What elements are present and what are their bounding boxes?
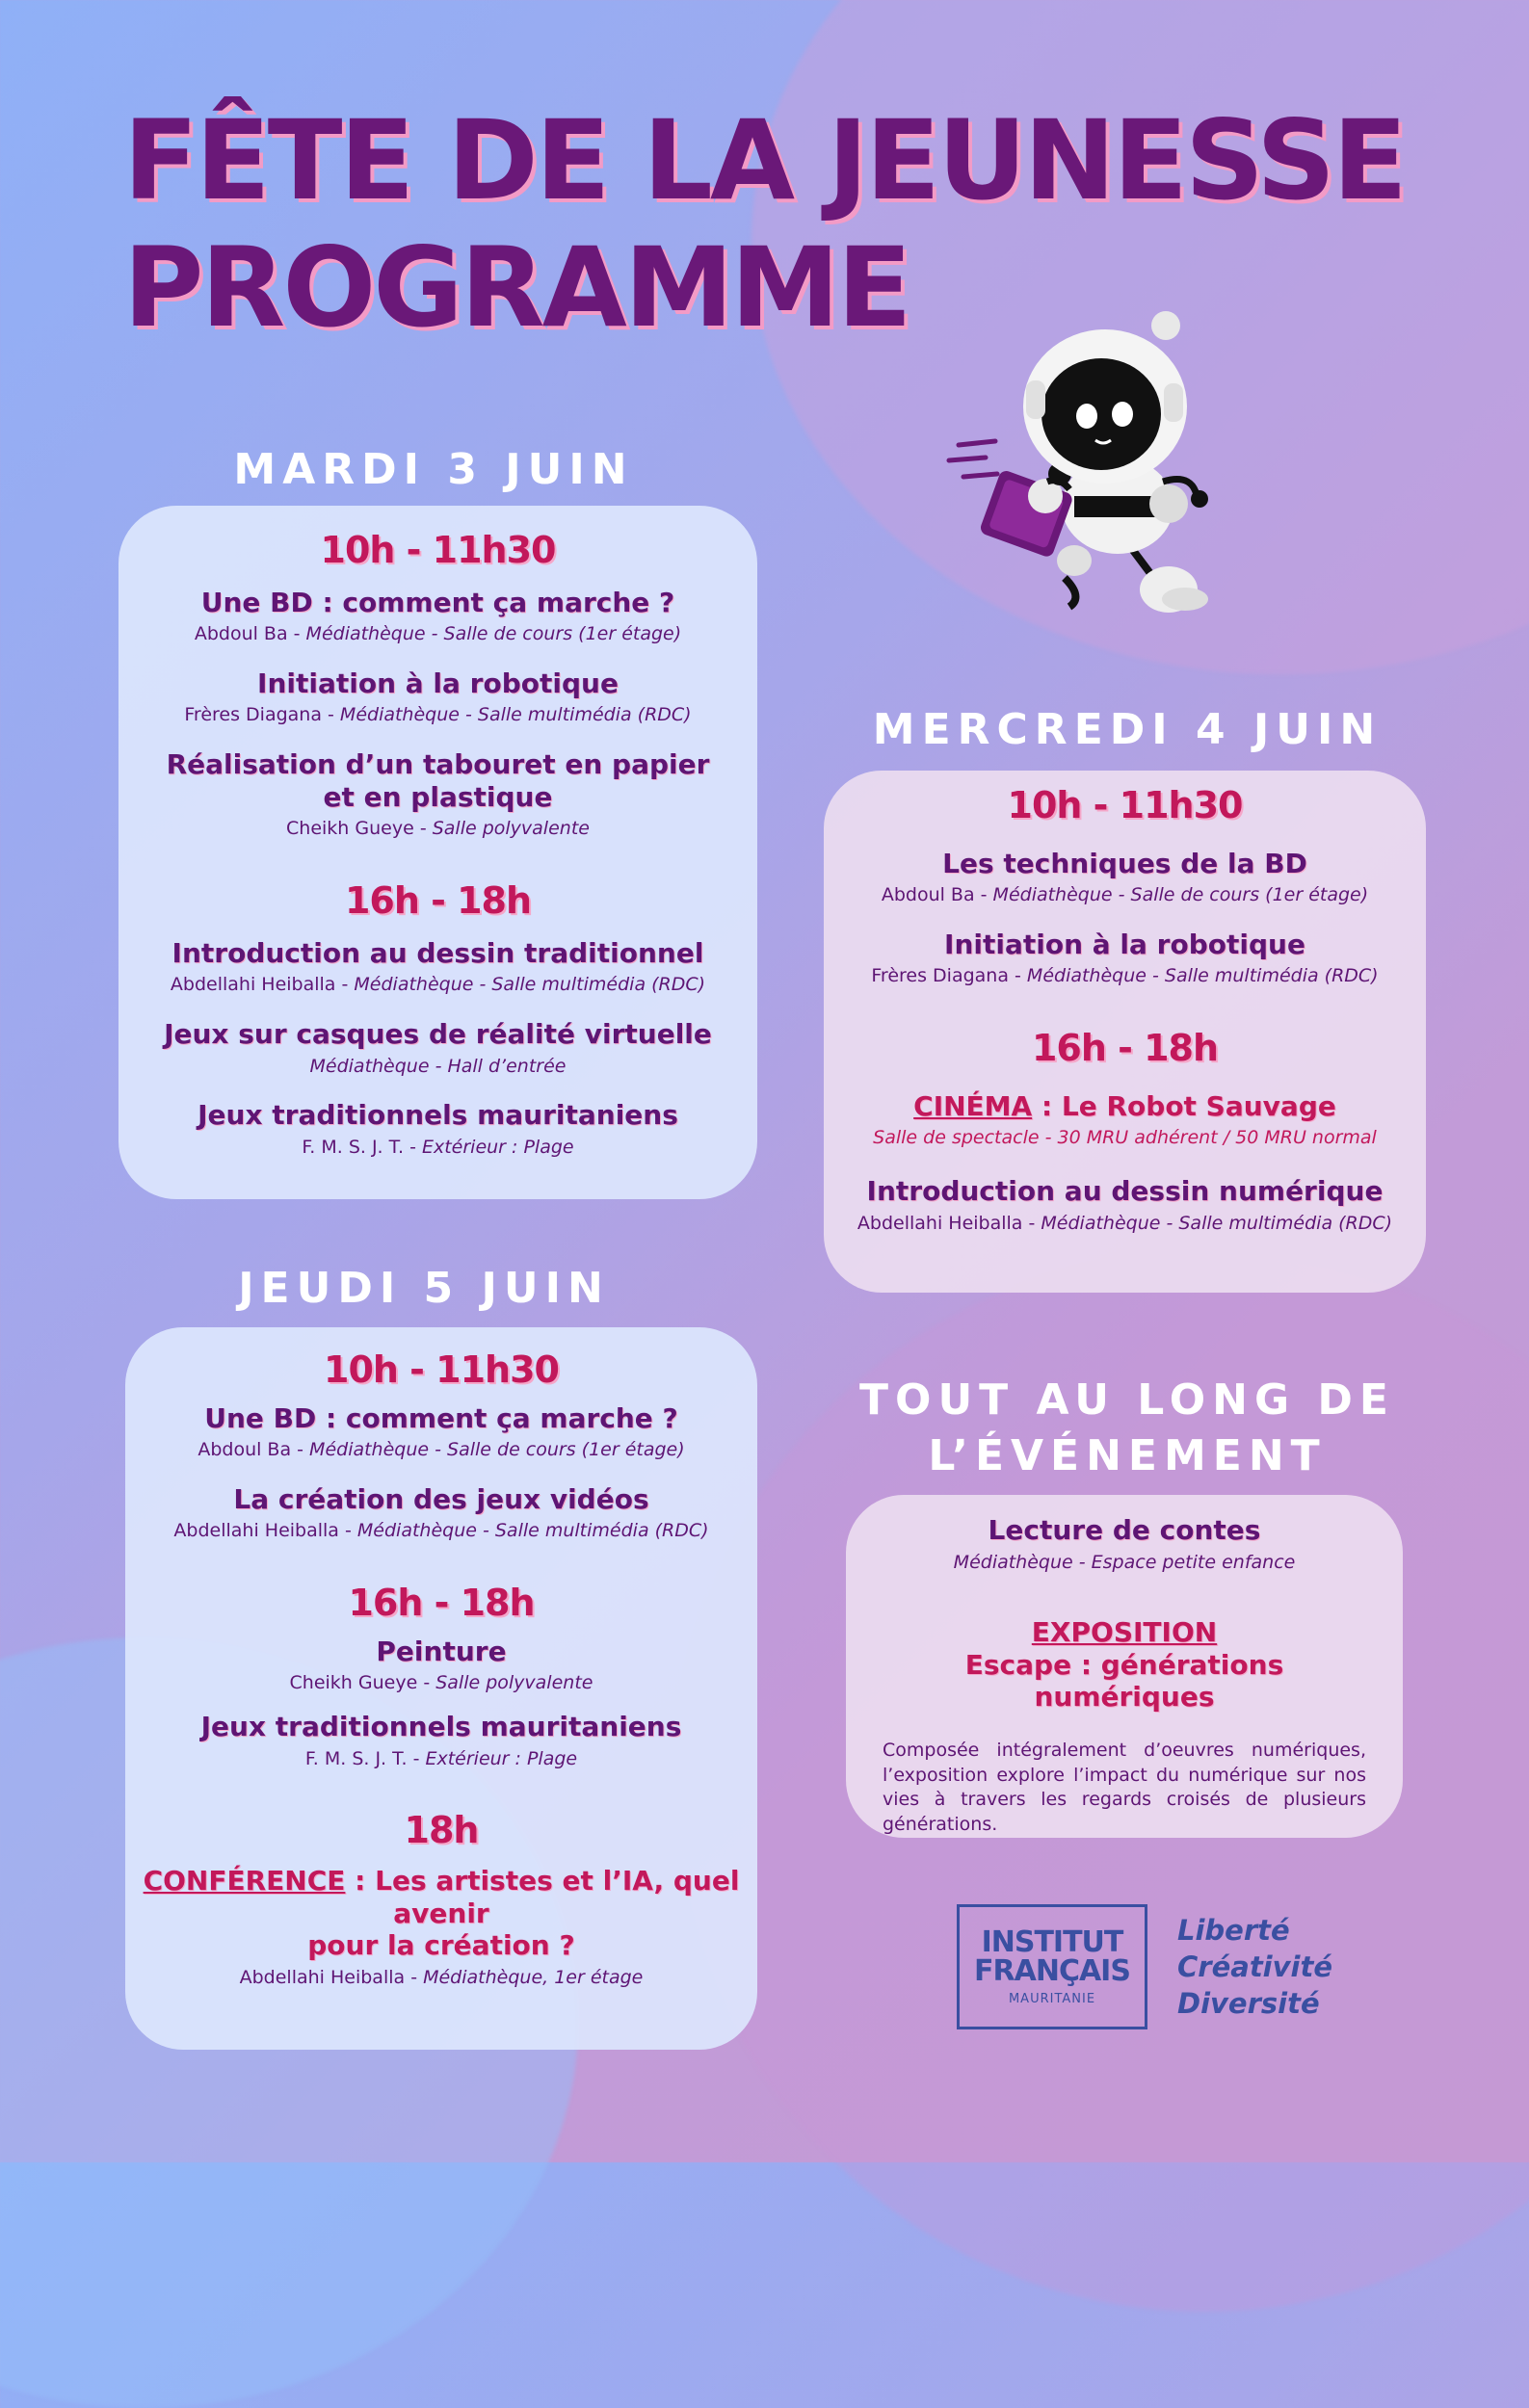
section-title-line: TOUT AU LONG DE [859,1375,1395,1425]
event-item [883,1616,1366,1837]
event-place: Médiathèque - Salle multimédia (RDC) [356,1520,709,1542]
event-title: Introduction au dessin traditionnel [171,936,704,969]
event-place: Médiathèque - Salle multimédia (RDC) [1041,1212,1393,1234]
event-item [125,1865,757,1989]
event-person: Abdellahi Heiballa - [857,1212,1041,1234]
event-info [824,964,1426,988]
event-item [119,667,757,727]
card-mardi [119,506,757,1199]
event-item [125,1483,757,1543]
robot-icon [939,308,1305,626]
page-title: FÊTE DE LA JEUNESSE [123,96,1405,224]
day-title-mardi: MARDI 3 JUIN [233,445,634,494]
event-info [119,622,757,646]
event-info [119,973,757,997]
time-slot: 10h - 11h30 [320,529,556,571]
event-title: Jeux traditionnels mauritaniens [200,1711,682,1743]
event-info [119,1055,757,1079]
time-slot: 10h - 11h30 [324,1348,559,1391]
event-place: Salle polyvalente [435,1672,593,1694]
event-place: Médiathèque - Salle de cours (1er étage) [305,623,682,645]
event-item [119,937,757,997]
event-item [119,587,757,646]
event-item [883,1514,1366,1574]
event-person: Cheikh Gueye - [286,818,433,840]
event-item [125,1402,757,1462]
event-item [119,1018,757,1078]
event-info [119,817,757,841]
event-place: Médiathèque - Salle de cours (1er étage) [992,884,1369,906]
event-title: Une BD : comment ça marche ? [204,1401,678,1434]
event-person: Abdellahi Heiballa - [239,1966,424,1988]
event-title: pour la création ? [307,1929,575,1962]
event-title: Peinture [376,1635,507,1667]
institut-francais-logo [957,1904,1147,2029]
event-place: Médiathèque, 1er étage [423,1966,644,1988]
card-tout [846,1495,1403,1838]
event-info [125,1966,757,1990]
event-item [824,848,1426,907]
logo-line: FRANÇAIS [974,1954,1130,1988]
event-place: Médiathèque - Salle de cours (1er étage) [309,1439,685,1461]
time-slot: 16h - 18h [344,879,532,923]
event-item [824,1175,1426,1235]
event-title: La création des jeux vidéos [233,1482,649,1515]
event-description: Composée intégralement d’oeuvres numériques, l’exposition explore l’impact du numérique sur nos vies à travers les regards croisés de plusieurs générations. [883,1740,1366,1835]
event-place: Médiathèque - Hall d’entrée [309,1055,567,1077]
event-person: Abdoul Ba - [198,1439,310,1461]
motto-word: Créativité [1177,1950,1333,1983]
event-place: Médiathèque - Salle multimédia (RDC) [1026,965,1379,987]
section-title-tout [838,1373,1416,1484]
event-info [119,1136,757,1160]
event-place: Extérieur : Plage [425,1747,578,1769]
event-label: CONFÉRENCE [143,1864,346,1897]
event-place: Salle de spectacle - 30 MRU adhérent / 50 MRU normal [873,1127,1377,1149]
event-item [125,1636,757,1695]
event-info [125,1747,757,1771]
event-title: Initiation à la robotique [257,667,619,699]
event-place: Médiathèque - Espace petite enfance [953,1551,1296,1573]
event-person: Frères Diagana - [871,965,1027,987]
event-info [883,1551,1366,1575]
event-item [119,748,757,841]
event-item [125,1711,757,1770]
event-person: Cheikh Gueye - [289,1672,436,1694]
event-person: Abdellahi Heiballa - [170,974,355,996]
event-title: Les techniques de la BD [942,847,1307,879]
event-info [824,1212,1426,1236]
event-person: F. M. S. J. T. - [304,1747,426,1769]
card-mercredi [824,771,1426,1293]
event-info [125,1671,757,1695]
event-title: et en plastique [323,780,553,813]
event-info [824,883,1426,907]
event-person: Abdoul Ba - [881,884,993,906]
event-title: Jeux traditionnels mauritaniens [198,1099,678,1132]
event-title: Introduction au dessin numérique [866,1175,1384,1208]
time-slot: 16h - 18h [1031,1027,1219,1070]
event-info [119,703,757,727]
event-label-line [883,1616,1366,1649]
time-slot: 16h - 18h [348,1582,535,1625]
section-title-line: L’ÉVÉNEMENT [928,1431,1327,1480]
motto-word: Liberté [1177,1914,1290,1947]
event-title [125,1865,757,1929]
day-title-mercredi: MERCREDI 4 JUIN [872,705,1383,754]
event-title: Réalisation d’un tabouret en papier [166,748,710,781]
time-slot: 10h - 11h30 [1007,784,1243,826]
event-person: Abdoul Ba - [194,623,306,645]
event-item [119,1099,757,1159]
event-label: EXPOSITION [1031,1616,1218,1649]
event-info [125,1519,757,1543]
event-person: F. M. S. J. T. - [302,1136,422,1158]
event-title-text: : Les artistes et l’IA, quel avenir [345,1864,740,1929]
card-jeudi [125,1327,757,2050]
event-title [824,1090,1426,1123]
day-title-jeudi: JEUDI 5 JUIN [238,1264,610,1313]
event-title: Jeux sur casques de réalité virtuelle [164,1017,712,1050]
event-place: Extérieur : Plage [421,1136,574,1158]
logo-subtitle: MAURITANIE [1008,1992,1096,2006]
event-person: Abdellahi Heiballa - [173,1520,357,1542]
event-title: Escape : générations numériques [964,1648,1284,1714]
page-subtitle: PROGRAMME [123,223,909,352]
event-item [824,929,1426,988]
event-title-text: : Le Robot Sauvage [1032,1089,1336,1122]
event-title: Initiation à la robotique [944,928,1305,960]
time-slot: 18h [404,1809,479,1852]
event-label: CINÉMA [913,1089,1033,1122]
event-title: Lecture de contes [988,1514,1261,1546]
motto-word: Diversité [1177,1987,1320,2020]
event-place: Médiathèque - Salle multimédia (RDC) [339,704,692,726]
event-person: Frères Diagana - [184,704,340,726]
event-place: Médiathèque - Salle multimédia (RDC) [354,974,706,996]
logo-line: INSTITUT [981,1925,1123,1959]
event-info [125,1438,757,1462]
motto [1177,1912,1332,2022]
event-item [824,1090,1426,1150]
event-place: Salle polyvalente [432,818,590,840]
event-title: Une BD : comment ça marche ? [200,586,675,618]
